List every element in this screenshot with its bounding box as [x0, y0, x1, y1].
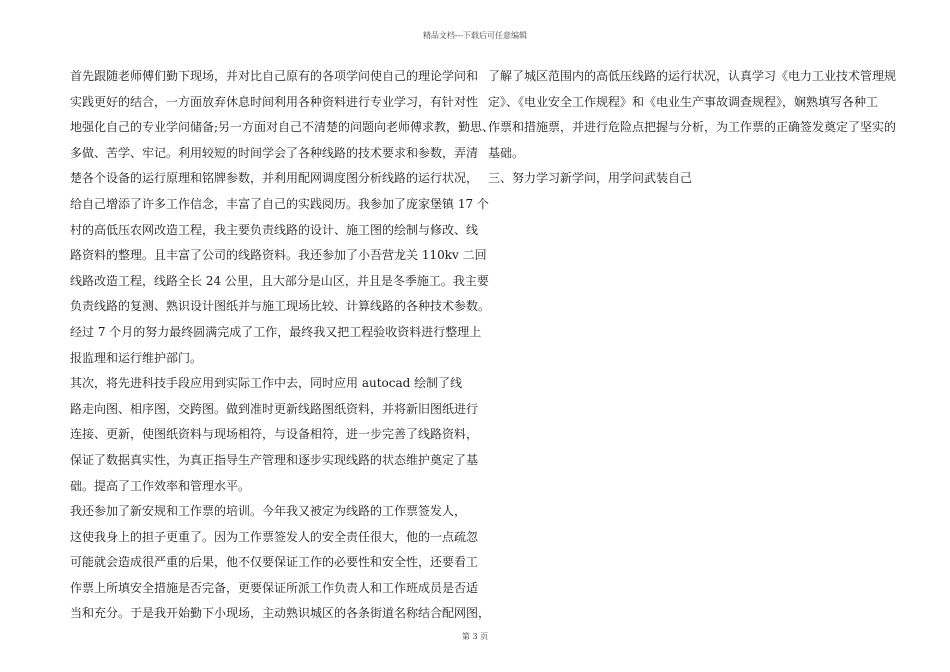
text-line: 保证了数据真实性，为真正指导生产管理和逐步实现线路的状态维护奠定了基	[70, 452, 479, 467]
paragraph	[70, 371, 479, 499]
text-line: 可能就会造成很严重的后果，他不仅要保证工作的必要性和安全性，还要看工	[70, 555, 479, 570]
left-column	[70, 64, 495, 627]
text-line: 线路改造工程，线路全长 24 公里，且大部分是山区，并且是冬季施工。我主要	[70, 273, 489, 288]
paragraph	[70, 499, 491, 627]
page-number: 第 3 页	[461, 632, 489, 641]
text-line: 定》、《电业安全工作规程》和《电业生产事故调查规程》，娴熟填写各种工	[488, 94, 879, 109]
text-line: 楚各个设备的运行原理和铭牌参数，并利用配网调度图分析线路的运行状况，	[70, 171, 479, 186]
paragraph	[488, 166, 876, 192]
text-line: 多做、苦学、牢记。利用较短的时间学会了各种线路的技术要求和参数，弄清	[70, 145, 479, 160]
paragraph	[488, 64, 897, 166]
text-line: 我还参加了新安规和工作票的培训。今年我又被定为线路的工作票签发人，	[70, 504, 467, 519]
text-line: 当和充分。于是我开始勤下小现场，主动熟识城区的各条街道名称结合配网图，	[70, 606, 491, 621]
text-line: 连接、更新，使图纸资料与现场相符，与设备相符，进一步完善了线路资料，	[70, 427, 479, 442]
text-line: 路资料的整理。且丰富了公司的线路资料。我还参加了小吾营龙关 110kv 二回	[70, 248, 487, 263]
text-line: 地强化自己的专业学问储备;另一方面对自己不清楚的问题向老师傅求教，勤思、	[70, 120, 495, 135]
text-line: 三、努力学习新学问，用学问武装自己	[488, 171, 693, 186]
text-line: 村的高低压农网改造工程，我主要负责线路的设计、施工图的绘制与修改、线	[70, 222, 479, 237]
text-line: 基础。	[488, 145, 525, 160]
text-line: 其次，将先进科技手段应用到实际工作中去，同时应用 autocad 绘制了线	[70, 376, 463, 391]
text-line: 经过 7 个月的努力最终圆满完成了工作，最终我又把工程验收资料进行整理上	[70, 324, 482, 339]
paragraph	[70, 64, 495, 371]
text-line: 首先跟随老师傅们勤下现场，并对比自己原有的各项学问使自己的理论学问和	[70, 69, 479, 83]
text-line: 负责线路的复测、熟识设计图纸并与施工现场比较、计算线路的各种技术参数。	[70, 299, 491, 314]
text-line: 实践更好的结合，一方面放弃休息时间利用各种资料进行专业学习，有针对性	[70, 94, 479, 109]
text-line: 报监理和运行维护部门。	[70, 350, 203, 365]
right-column	[488, 64, 897, 192]
text-line: 给自己增添了许多工作信念，丰富了自己的实践阅历。我参加了庞家堡镇 17 个	[70, 196, 489, 211]
text-line: 作票和措施票，并进行危险点把握与分析，为工作票的正确签发奠定了坚实的	[488, 120, 897, 135]
text-line: 作票上所填安全措施是否完备，更要保证所派工作负责人和工作班成员是否适	[70, 580, 479, 595]
text-line: 了解了城区范围内的高低压线路的运行状况，认真学习《电力工业技术管理规	[488, 69, 897, 83]
text-line: 路走向图、相序图，交跨图。做到准时更新线路图纸资料，并将新旧图纸进行	[70, 401, 479, 416]
page-header: 精品文档---下载后可任意编辑	[422, 31, 528, 40]
text-line: 这使我身上的担子更重了。因为工作票签发人的安全责任很大，他的一点疏忽	[70, 529, 479, 544]
text-line: 础。提高了工作效率和管理水平。	[70, 478, 251, 493]
